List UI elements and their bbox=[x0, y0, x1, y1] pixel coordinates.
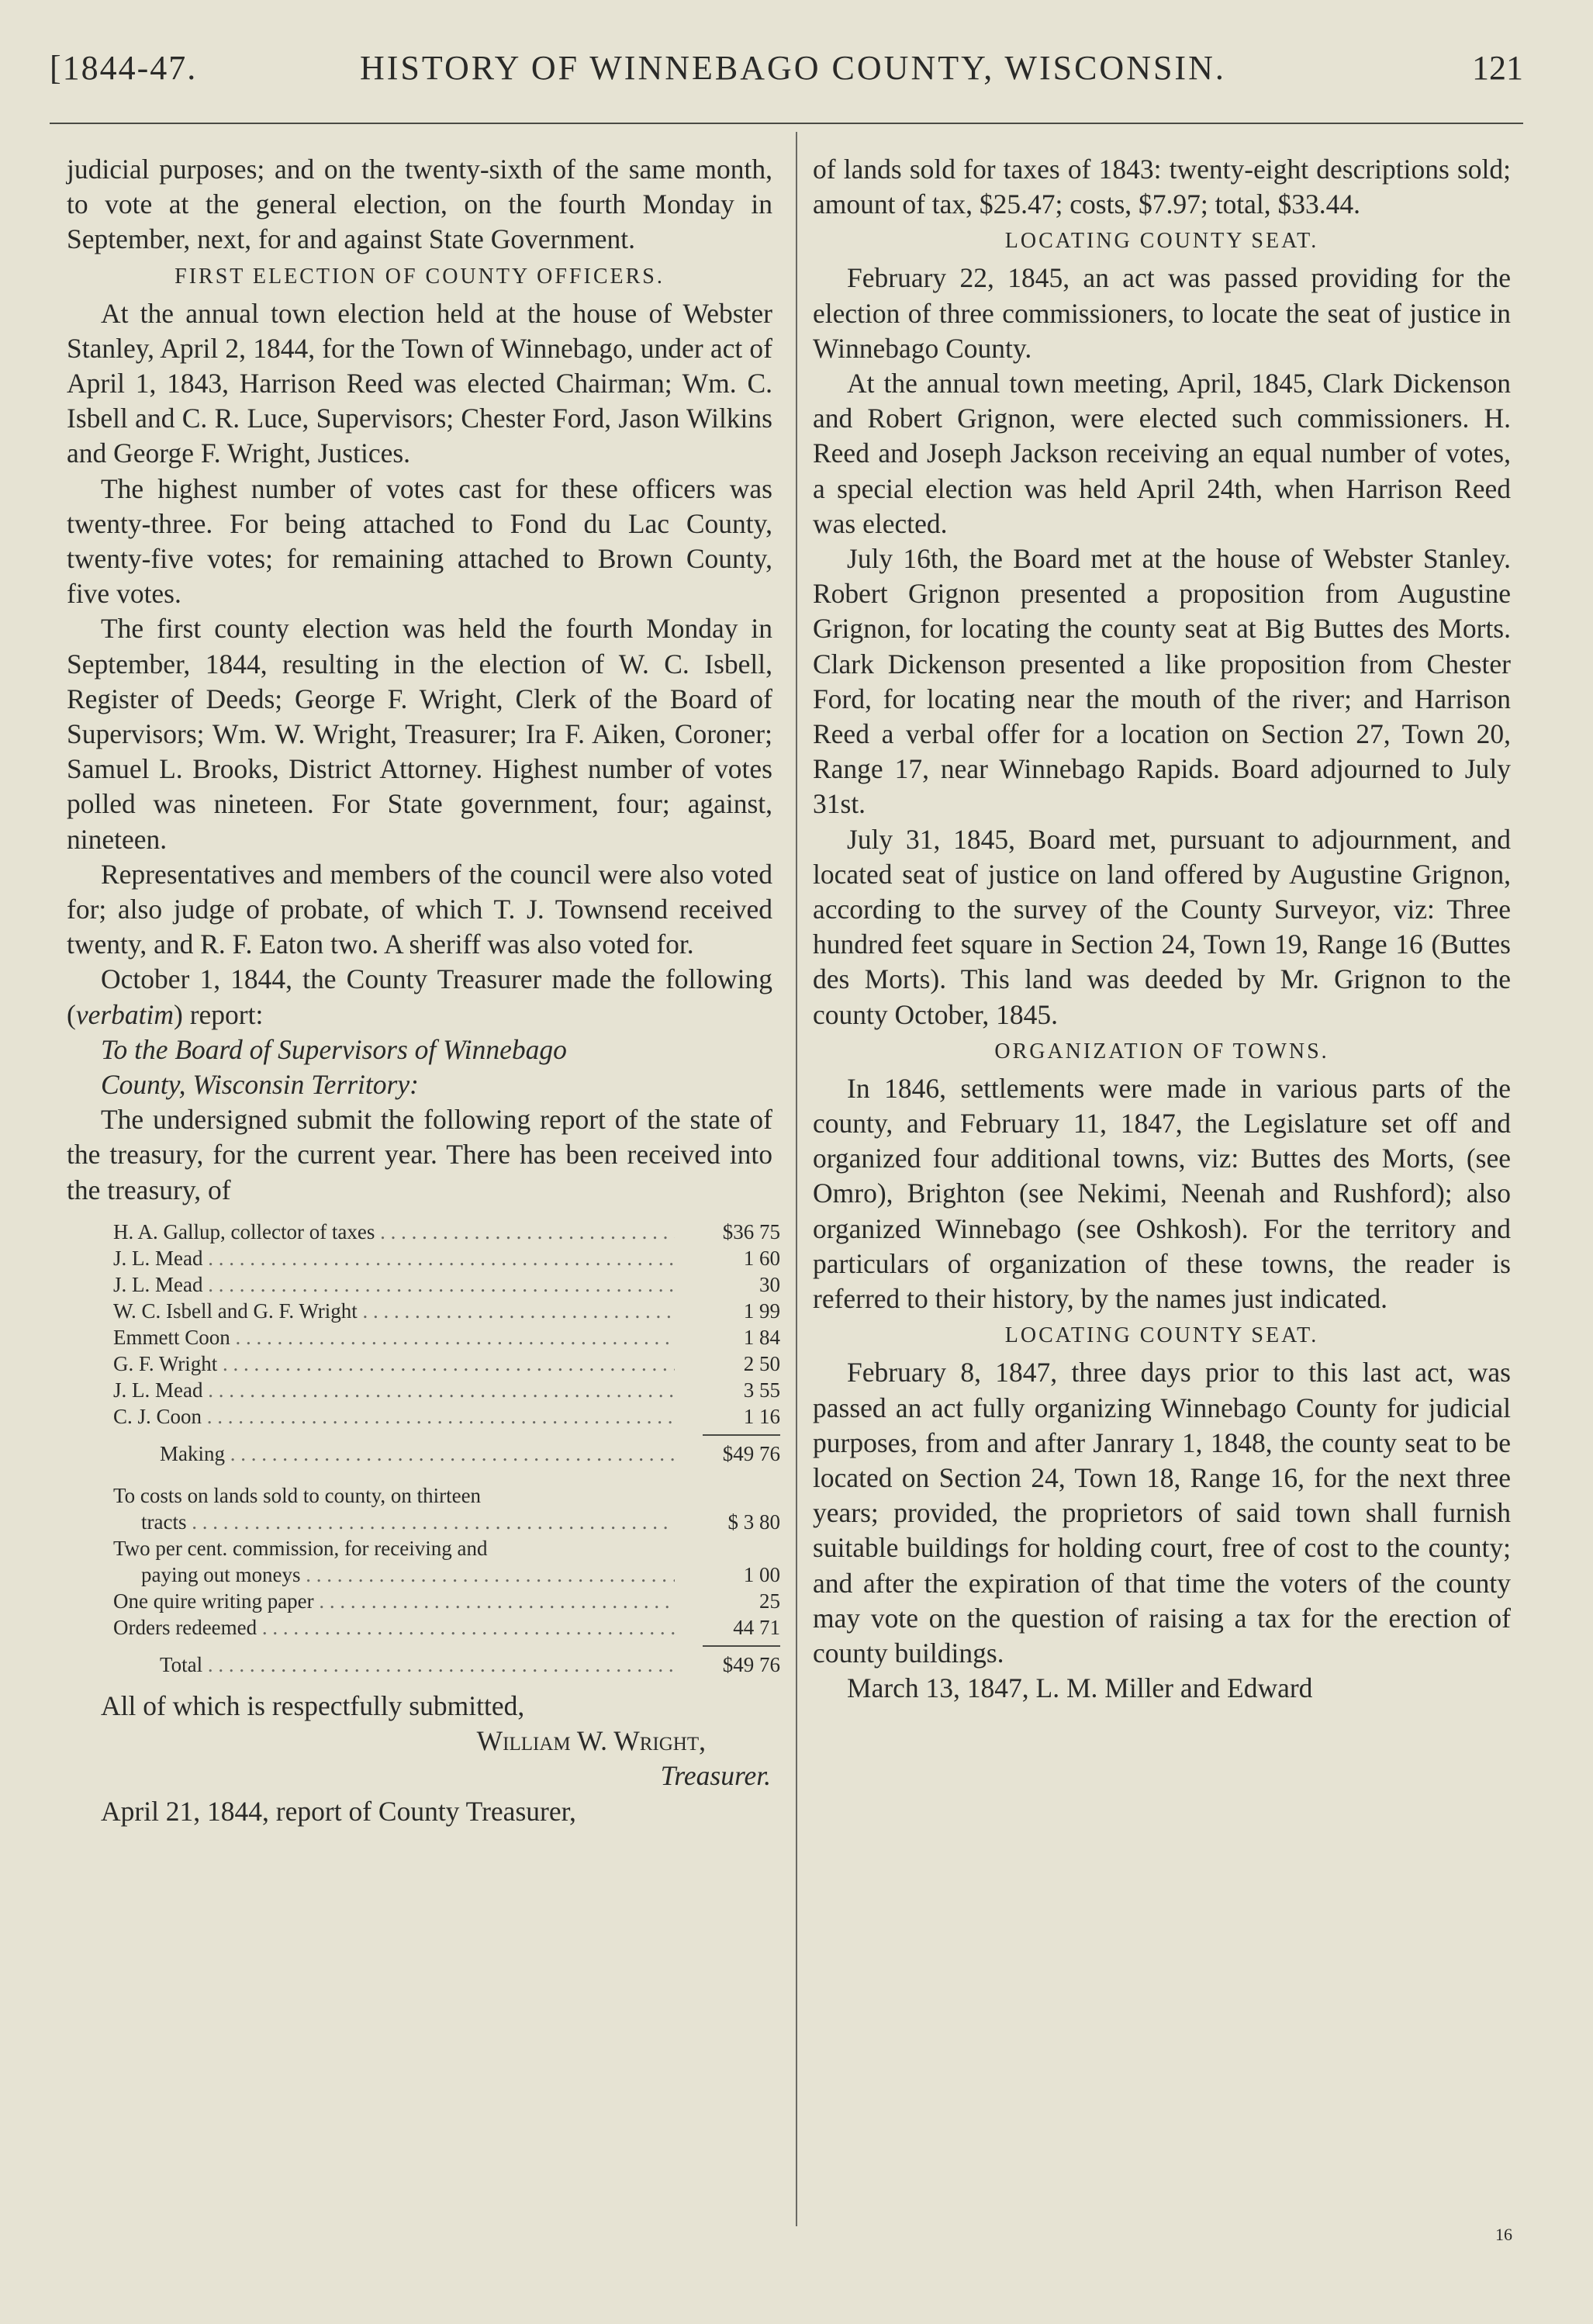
right-column bbox=[813, 152, 1511, 1706]
ledger-row bbox=[113, 1350, 780, 1377]
ledger-row bbox=[113, 1219, 780, 1245]
ledger-amount: 1 99 bbox=[743, 1299, 780, 1323]
ledger-row bbox=[113, 1245, 780, 1271]
ledger-row bbox=[113, 1271, 780, 1298]
sum-rule bbox=[703, 1645, 780, 1647]
ledger-amount: $49 76 bbox=[722, 1441, 780, 1465]
text-run: October 1, 1844, the County Treasurer made the following ( bbox=[67, 963, 772, 1030]
signature-title: Treasurer. bbox=[660, 1760, 771, 1792]
paragraph: Representatives and members of the council were also voted for; also judge of probate, of which T. J. Townsend received twenty, and R. F. Eaton two. A sheriff was also voted for. bbox=[67, 858, 772, 960]
paragraph: July 31, 1845, Board met, pursuant to adjournment, and located seat of justice on land offered by Augustine Grignon, according to the survey of the County Surveyor, viz: Three hundred feet square in Section 24, Town 19, Range 16 (Buttes des Morts). This land was deeded by Mr. Grignon to the county October, 1845. bbox=[813, 823, 1511, 1030]
closing-line: All of which is respectfully submitted, bbox=[101, 1689, 525, 1721]
salutation-line-1: To the Board of Supervisors of Winnebago bbox=[101, 1033, 567, 1065]
ledger-amount: $49 76 bbox=[722, 1652, 780, 1676]
ledger-row bbox=[113, 1403, 780, 1430]
ledger-name: C. J. Coon . . . bbox=[113, 1403, 675, 1430]
header-date-range: [1844-47. bbox=[50, 49, 198, 87]
section-heading: ORGANIZATION OF TOWNS. bbox=[994, 1039, 1329, 1063]
paragraph: April 21, 1844, report of County Treasurer, bbox=[101, 1795, 576, 1827]
ledger-row bbox=[113, 1324, 780, 1350]
ledger-amount: $36 75 bbox=[722, 1219, 780, 1243]
ledger-name: J. L. Mead . . . bbox=[113, 1245, 675, 1271]
ledger-total-row bbox=[160, 1651, 780, 1678]
ledger-row bbox=[113, 1561, 780, 1588]
section-heading: LOCATING COUNTY SEAT. bbox=[1004, 1323, 1319, 1348]
left-column bbox=[67, 152, 780, 1829]
ledger-name: Orders redeemed . . . bbox=[113, 1614, 675, 1641]
signature-name: William W. Wright, bbox=[476, 1725, 706, 1757]
ledger-name: W. C. Isbell and G. F. Wright . . . bbox=[113, 1298, 675, 1324]
sum-rule bbox=[703, 1434, 780, 1436]
ledger-amount: 1 00 bbox=[743, 1562, 780, 1586]
ledger-name: Total . . . bbox=[160, 1651, 675, 1678]
ledger-name: tracts . . . bbox=[141, 1509, 675, 1535]
ledger-text: To costs on lands sold to county, on thirteen bbox=[113, 1483, 482, 1507]
ledger-name: J. L. Mead . . . bbox=[113, 1271, 675, 1298]
header-rule bbox=[50, 123, 1523, 124]
paragraph: The undersigned submit the following report of the state of the treasury, for the current year. There has been received into the treasury, of bbox=[67, 1104, 772, 1205]
ledger-name: Making . . . bbox=[160, 1440, 675, 1467]
ledger-row bbox=[113, 1377, 780, 1403]
paragraph: February 22, 1845, an act was passed providing for the election of three commissioners, to locate the seat of justice in Winnebago County. bbox=[813, 262, 1511, 364]
spacer bbox=[113, 1467, 780, 1482]
paragraph: of lands sold for taxes of 1843: twenty-eight descriptions sold; amount of tax, $25.47; costs, $7.97; total, $33.44. bbox=[813, 154, 1511, 220]
header-title: HISTORY OF WINNEBAGO COUNTY, WISCONSIN. bbox=[360, 49, 1226, 87]
column-divider bbox=[796, 132, 797, 2226]
page-number: 121 bbox=[1472, 49, 1523, 87]
ledger-amount: $ 3 80 bbox=[727, 1510, 780, 1534]
ledger-name: paying out moneys . . . bbox=[141, 1561, 675, 1588]
paragraph: March 13, 1847, L. M. Miller and Edward bbox=[847, 1672, 1313, 1704]
paragraph: At the annual town election held at the house of Webster Stanley, April 2, 1844, for the Town of Winnebago, under act of April 1, 1843, Harrison Reed was elected Chairman; Wm. C. Isbell and C. R. Luce, Supervisors; Chester Ford, Jason Wilkins and George F. Wright, Justices. bbox=[67, 297, 772, 469]
ledger-text: Two per cent. commission, for receiving and bbox=[113, 1536, 488, 1560]
signoff bbox=[67, 1689, 772, 1794]
section-heading: LOCATING COUNTY SEAT. bbox=[1004, 229, 1319, 254]
paragraph: February 8, 1847, three days prior to this last act, was passed an act fully organizing Winnebago County for judicial purposes, from and after Janrary 1, 1848, the county seat to be located on Section 24, Town 18, Range 16, for the next three years; provided, the proprietors of said town shall furnish suitable buildings for holding court, free of cost to the county; and after the expiration of that time the voters of the county may vote on the question of raising a tax for the erection of county buildings. bbox=[813, 1357, 1511, 1669]
ledger-row bbox=[113, 1298, 780, 1324]
running-header bbox=[50, 48, 1523, 96]
ledger-name: H. A. Gallup, collector of taxes . . . bbox=[113, 1219, 675, 1245]
ledger-name: G. F. Wright . . . bbox=[113, 1350, 675, 1377]
ledger-name: J. L. Mead . . . bbox=[113, 1377, 675, 1403]
ledger-name: One quire writing paper . . . bbox=[113, 1588, 675, 1614]
section-heading: FIRST ELECTION OF COUNTY OFFICERS. bbox=[175, 264, 665, 289]
salutation-line-2: County, Wisconsin Territory: bbox=[101, 1069, 419, 1101]
ledger-row bbox=[113, 1588, 780, 1614]
treasury-ledger bbox=[113, 1219, 780, 1678]
ledger-amount: 44 71 bbox=[733, 1615, 780, 1639]
ledger-name: Emmett Coon . . . bbox=[113, 1324, 675, 1350]
ledger-amount: 3 55 bbox=[743, 1378, 780, 1402]
ledger-amount: 25 bbox=[759, 1589, 780, 1613]
paragraph: In 1846, settlements were made in various parts of the county, and February 11, 1847, the Legislature set off and organized four additional towns, viz: Buttes des Morts, (see Omro), Brighton (see Nekimi, Neenah and Rushford); also organized Winnebago (see Oshkosh). For the territory and particulars of organization of these towns, the reader is referred to their history, by the names just indicated. bbox=[813, 1072, 1511, 1315]
text-run: ) report: bbox=[174, 998, 264, 1030]
paragraph: At the annual town meeting, April, 1845, Clark Dickenson and Robert Grignon, were elected such commissioners. H. Reed and Joseph Jackson receiving an equal number of votes, a special election was held April 24th, when Harrison Reed was elected. bbox=[813, 368, 1511, 539]
ledger-making-row bbox=[160, 1440, 780, 1467]
ledger-amount: 30 bbox=[759, 1272, 780, 1296]
paragraph: The highest number of votes cast for these officers was twenty-three. For being attached to Fond du Lac County, twenty-five votes; for remaining attached to Brown County, five votes. bbox=[67, 472, 772, 610]
ledger-amount: 1 84 bbox=[743, 1325, 780, 1349]
paragraph: The first county election was held the fourth Monday in September, 1844, resulting in the election of W. C. Isbell, Register of Deeds; George F. Wright, Clerk of the Board of Supervisors; Wm. W. Wright, Treasurer; Ira F. Aiken, Coroner; Samuel L. Brooks, District Attorney. Highest number of votes polled was nineteen. For State government, four; against, nineteen. bbox=[67, 613, 772, 855]
paragraph: July 16th, the Board met at the house of Webster Stanley. Robert Grignon presented a proposition from Augustine Grignon, for locating the county seat at Big Buttes des Morts. Clark Dickenson presented a like proposition from Chester Ford, for locating near the mouth of the river; and Harrison Reed a verbal offer for a location on Section 27, Town 20, Range 17, near Winnebago Rapids. Board adjourned to July 31st. bbox=[813, 543, 1511, 820]
ledger-amount: 1 60 bbox=[743, 1246, 780, 1270]
paragraph bbox=[67, 962, 772, 1032]
ledger-amount: 1 16 bbox=[743, 1404, 780, 1428]
italic-term: verbatim bbox=[75, 998, 175, 1030]
ledger-row bbox=[113, 1509, 780, 1535]
signature-mark: 16 bbox=[1495, 2225, 1512, 2244]
ledger-amount: 2 50 bbox=[743, 1351, 780, 1375]
paragraph: judicial purposes; and on the twenty-sixth of the same month, to vote at the general election, on the fourth Monday in September, next, for and against State Government. bbox=[67, 154, 772, 255]
ledger-row bbox=[113, 1614, 780, 1641]
